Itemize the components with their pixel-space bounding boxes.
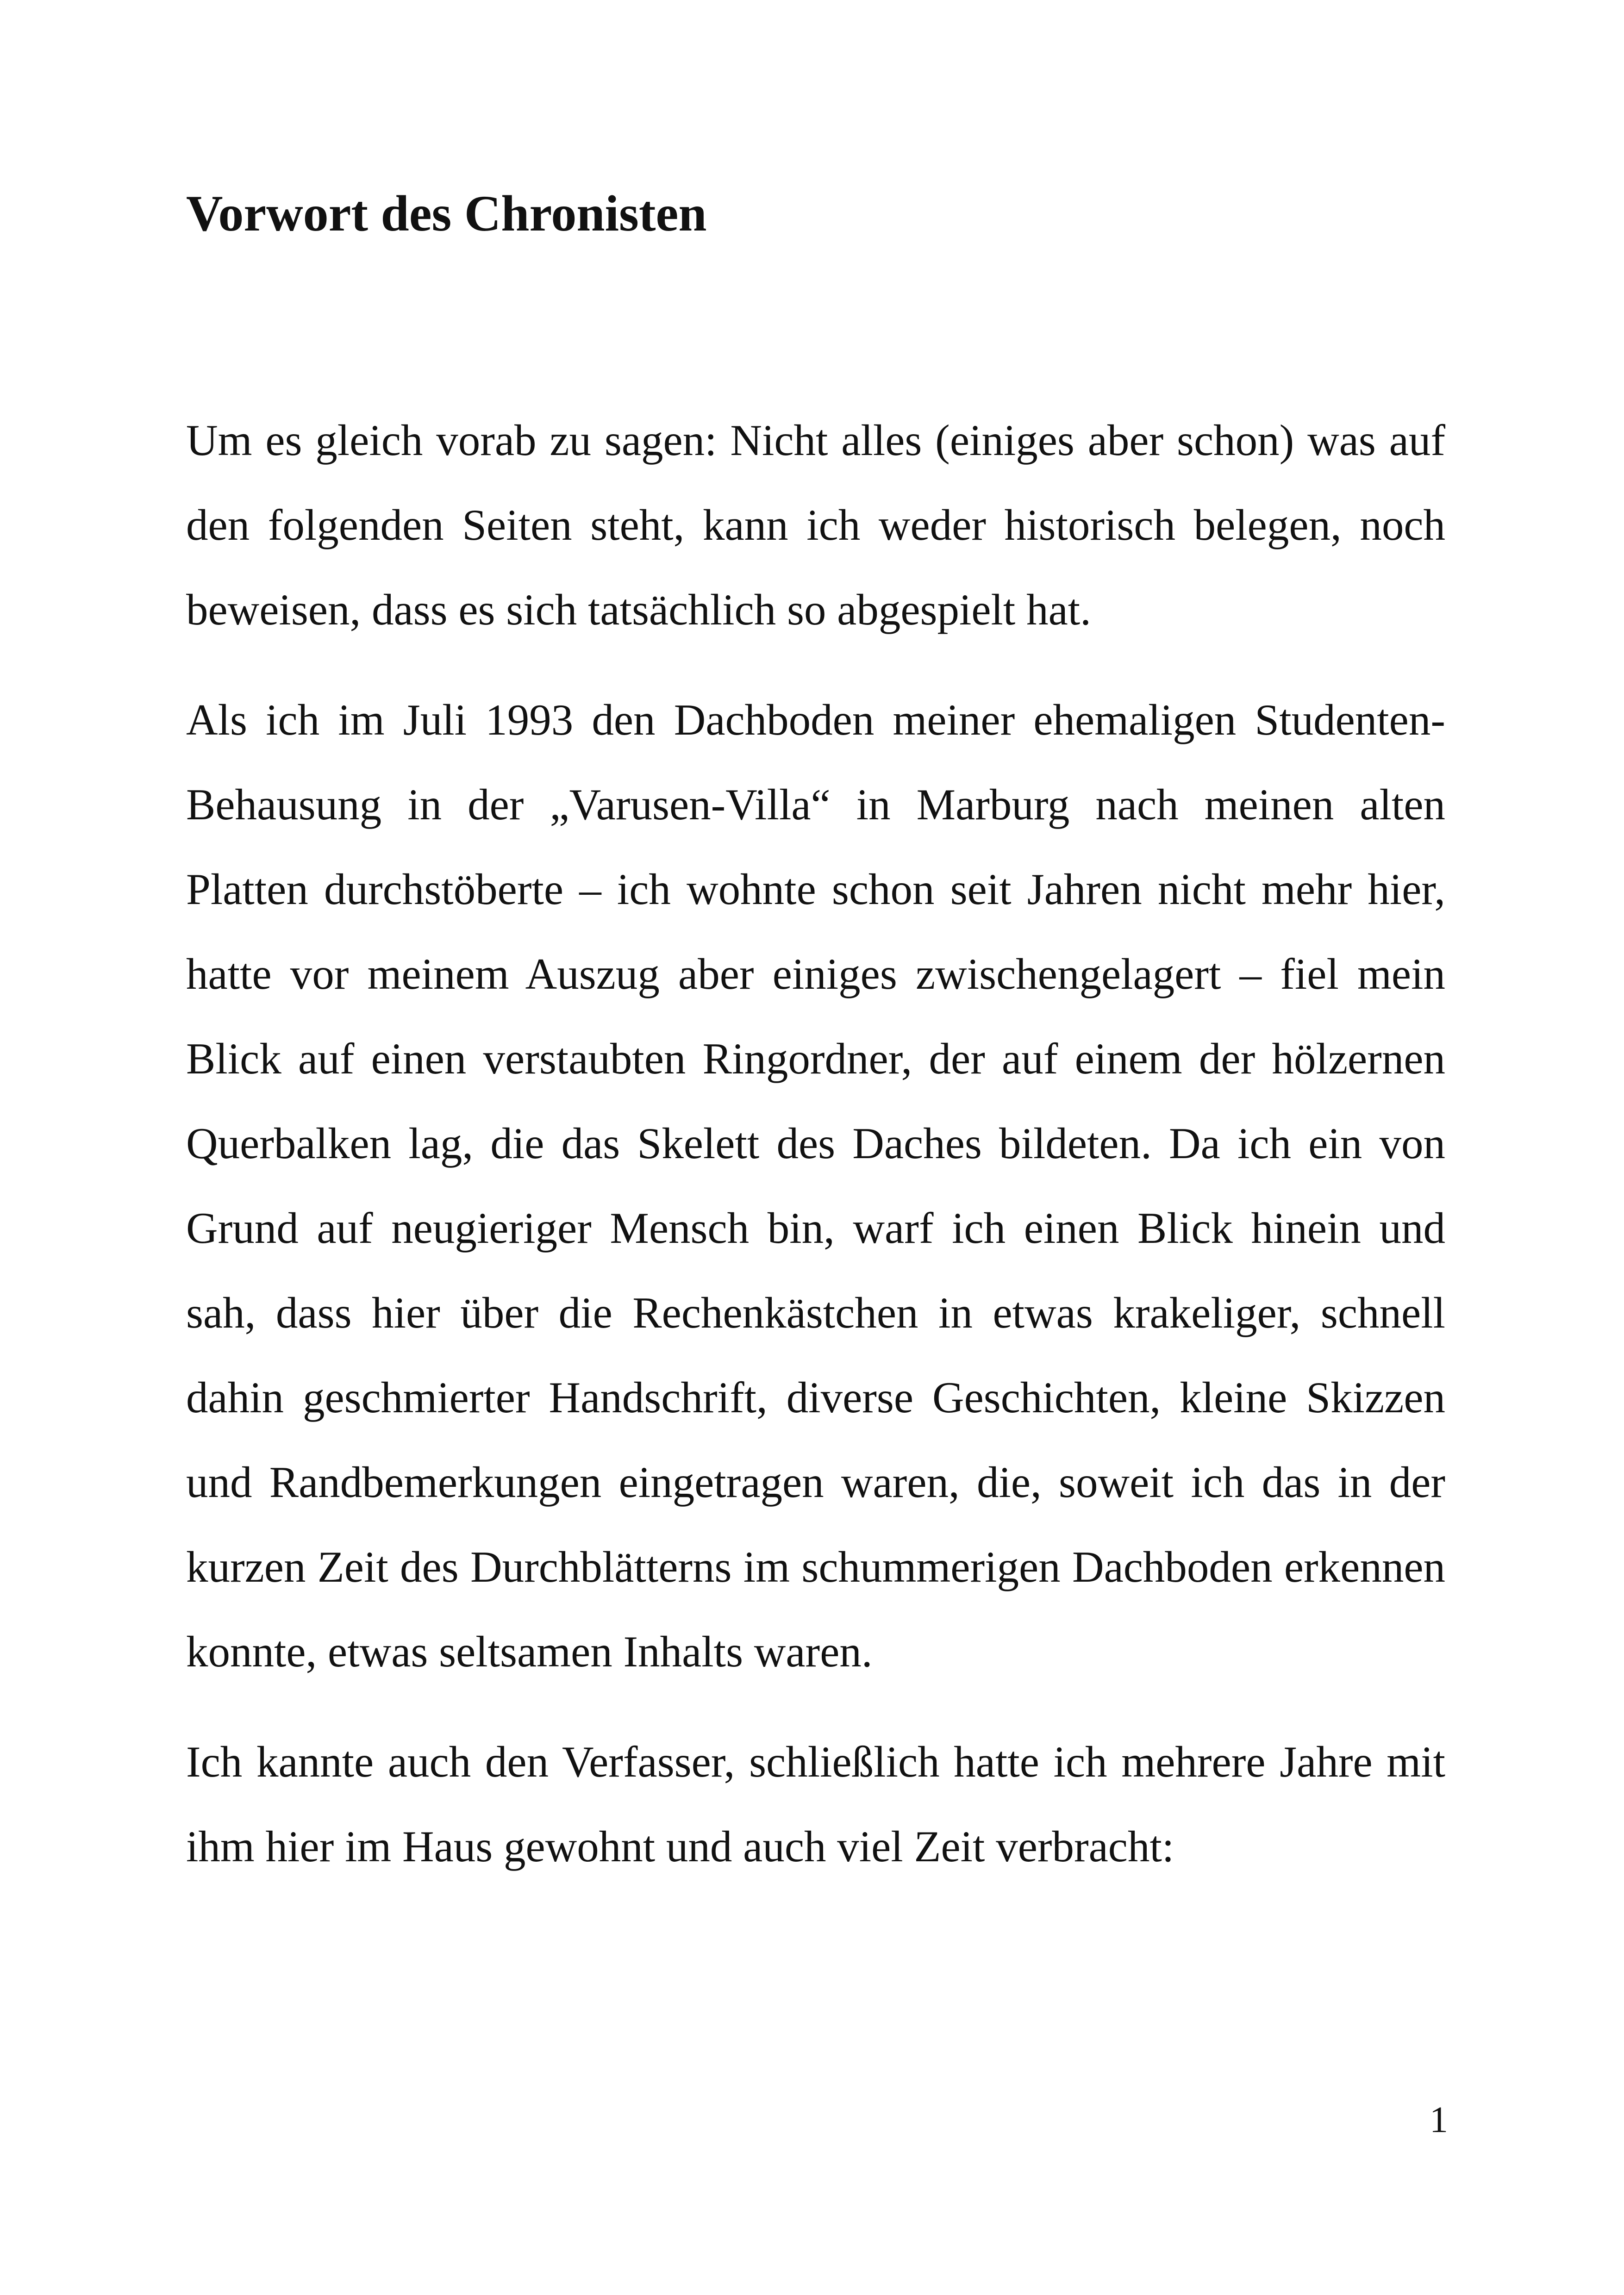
paragraph-2: Als ich im Juli 1993 den Dachboden meiner ehemaligen Studenten-Behausung in der „Varusen-Villa“ in Marburg nach meinen alten Platten durchstöberte – ich wohnte schon seit Jahren nicht mehr hier, hatte vor meinem Auszug aber einiges zwischengelagert – fiel mein Blick auf einen verstaubten Ringordner, der auf einem der hölzernen Querbalken lag, die das Skelett des Daches bildeten. Da ich ein von Grund auf neugieriger Mensch bin, warf ich einen Blick hinein und sah, dass hier über die Rechenkästchen in etwas krakeliger, schnell dahin geschmierter Handschrift, diverse Geschichten, kleine Skizzen und Randbemerkungen eingetragen waren, die, soweit ich das in der kurzen Zeit des Durchblätterns im schummerigen Dachboden erkennen konnte, etwas seltsamen Inhalts waren. bbox=[186, 695, 1445, 1676]
paragraph-3: Ich kannte auch den Verfasser, schließlich hatte ich mehrere Jahre mit ihm hier im Haus gewohnt und auch viel Zeit verbracht: bbox=[186, 1737, 1445, 1871]
chapter-title: Vorwort des Chronisten bbox=[186, 185, 707, 242]
page-number: 1 bbox=[1430, 2100, 1448, 2140]
body-text bbox=[186, 398, 1445, 1915]
paragraph-1: Um es gleich vorab zu sagen: Nicht alles (einiges aber schon) was auf den folgenden Seiten steht, kann ich weder historisch belegen, noch beweisen, dass es sich tatsächlich so abgespielt hat. bbox=[186, 416, 1445, 634]
